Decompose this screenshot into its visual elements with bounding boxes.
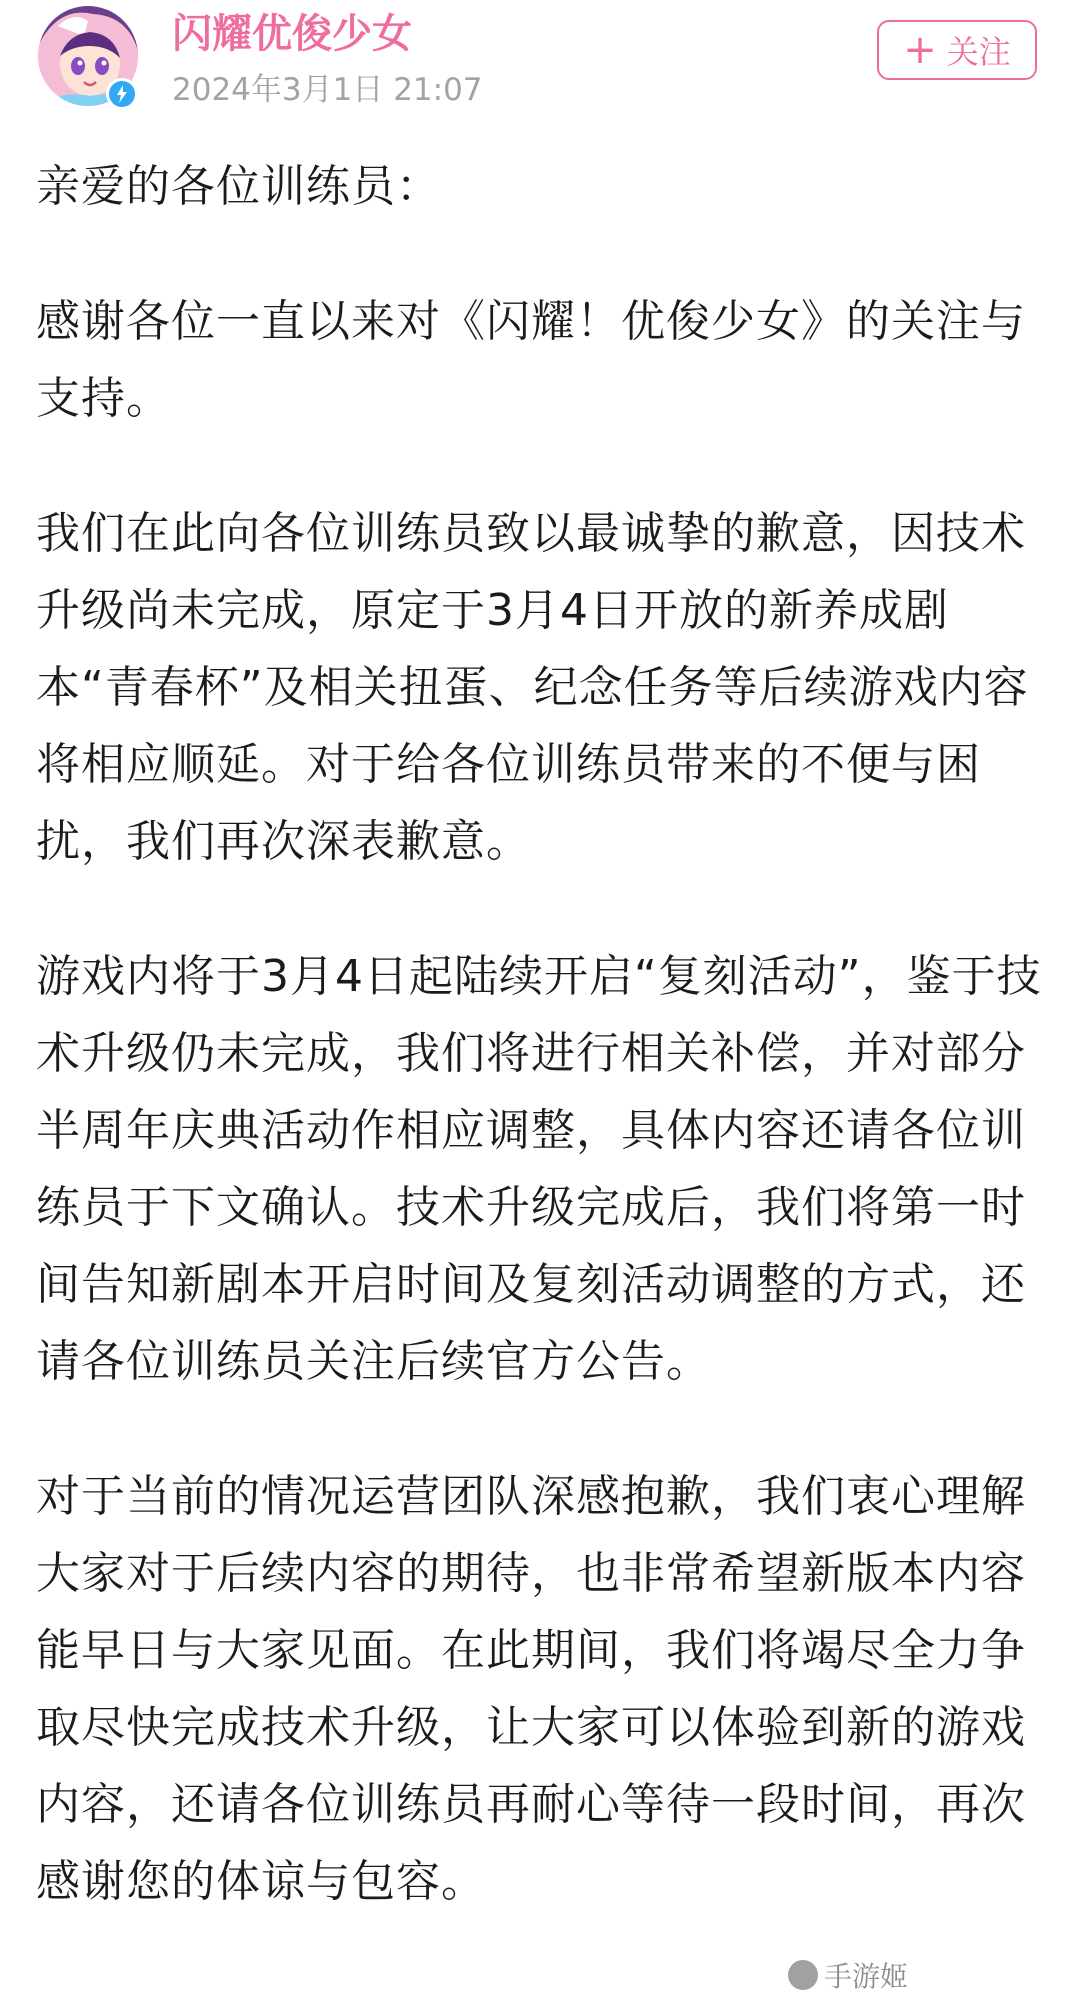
plus-icon: + [903, 27, 937, 73]
watermark-text: 手游姬 [824, 1960, 909, 1993]
post-header [0, 0, 1080, 120]
watermark [788, 1955, 908, 1995]
verified-badge-icon [106, 78, 138, 110]
author-name[interactable]: 闪耀优俊少女 [172, 11, 412, 57]
paragraph-apology: 我们在此向各位训练员致以最诚挚的歉意，因技术升级尚未完成，原定于3月4日开放的新养成剧本“青春杯”及相关扭蛋、纪念任务等后续游戏内容将相应顺延。对于给各位训练员带来的不便与困扰，我们再次深表歉意。 [36, 508, 1029, 867]
follow-button-label: 关注 [946, 33, 1011, 71]
post-body [36, 148, 1046, 1920]
post-timestamp: 2024年3月1日 21:07 [172, 72, 483, 108]
paragraph-greeting: 亲爱的各位训练员： [36, 161, 441, 212]
paragraph-closing: 对于当前的情况运营团队深感抱歉，我们衷心理解大家对于后续内容的期待，也非常希望新版本内容能早日与大家见面。在此期间，我们将竭尽全力争取尽快完成技术升级，让大家可以体验到新的游戏内容，还请各位训练员再耐心等待一段时间，再次感谢您的体谅与包容。 [36, 1471, 1026, 1907]
watermark-logo-icon [788, 1960, 818, 1990]
follow-button[interactable] [877, 20, 1037, 80]
paragraph-rerun-events: 游戏内将于3月4日起陆续开启“复刻活动”，鉴于技术升级仍未完成，我们将进行相关补偿，并对部分半周年庆典活动作相应调整，具体内容还请各位训练员于下文确认。技术升级完成后，我们将第一时间告知新剧本开启时间及复刻活动调整的方式，还请各位训练员关注后续官方公告。 [36, 951, 1042, 1387]
paragraph-thanks: 感谢各位一直以来对《闪耀！优俊少女》的关注与支持。 [36, 296, 1026, 424]
